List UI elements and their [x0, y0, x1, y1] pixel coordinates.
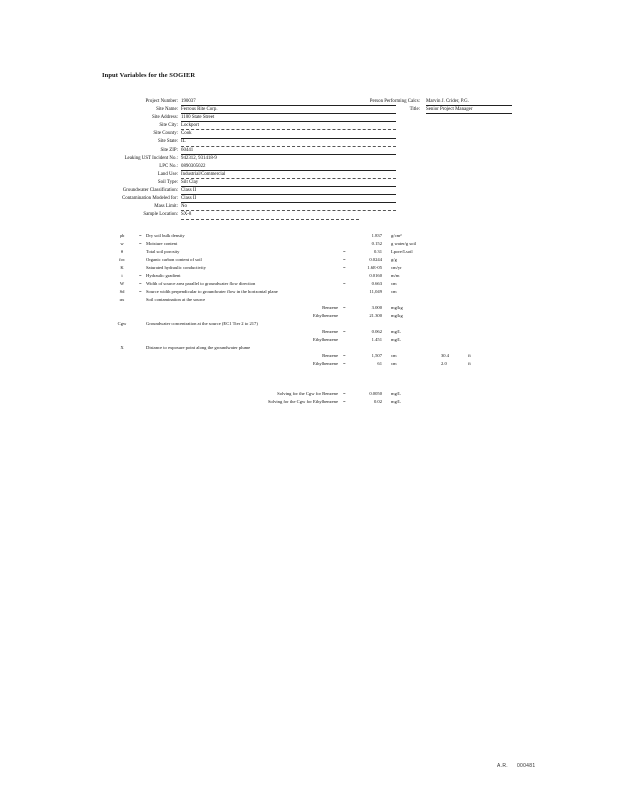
parameter-row	[0, 240, 618, 247]
parameter-alt-value: 30.4	[441, 353, 450, 358]
parameter-description: Distance to exposure point along the groundwater plume	[146, 345, 251, 350]
preparer-row	[340, 106, 520, 114]
parameter-description: Moisture content	[146, 241, 178, 246]
parameter-value: 0.0160	[369, 273, 382, 278]
parameter-row	[0, 390, 618, 397]
preparer-fields	[340, 98, 520, 114]
equals-sign: =	[343, 281, 346, 286]
parameter-description: Soil contamination at the source	[146, 297, 206, 302]
parameter-sublabel: Benzene	[322, 329, 338, 334]
footer-prefix: A.R.	[497, 763, 508, 769]
preparer-value: Marvin J. Crider, P.G.	[426, 99, 469, 104]
parameter-unit: g water/g soil	[391, 241, 417, 246]
equals-sign: =	[343, 265, 346, 270]
field-label: Site County:	[153, 131, 178, 137]
parameter-row	[0, 368, 618, 375]
equals-sign: =	[343, 329, 346, 334]
footer-page-number: 000481	[516, 763, 536, 769]
parameter-value: 0.0050	[369, 391, 382, 396]
parameter-unit: cm	[391, 361, 397, 366]
parameter-row	[0, 232, 618, 239]
parameter-symbol: K	[120, 265, 124, 270]
parameter-value: 3.000	[371, 305, 382, 310]
parameter-row	[0, 328, 618, 335]
equals-sign: =	[343, 399, 346, 404]
parameter-alt-unit: ft	[468, 353, 471, 358]
parameter-row	[0, 264, 618, 271]
parameter-row	[0, 398, 618, 405]
parameter-value: 61	[377, 361, 382, 366]
parameter-unit: cm/yr	[391, 265, 402, 270]
field-label: Site Address:	[152, 115, 178, 121]
parameter-sublabel: Benzene	[322, 353, 338, 358]
parameter-value: 11,049	[369, 289, 382, 294]
field-label: Site Name:	[156, 107, 178, 113]
parameter-value: 0.02	[373, 399, 382, 404]
field-value: Industrial/Commercial	[181, 171, 226, 177]
field-label: LPC No.:	[159, 163, 178, 169]
parameter-description: Groundwater concentration at the source (EC1 Tier 2 to 217)	[146, 321, 258, 326]
parameter-symbol: W	[119, 281, 125, 286]
parameter-row	[0, 320, 618, 327]
parameter-symbol: foc	[119, 257, 125, 262]
equals-sign: =	[343, 305, 346, 310]
parameter-symbol: θ	[120, 249, 124, 254]
parameter-symbol: αx	[119, 297, 125, 302]
parameter-unit: Lpore/Lsoil	[391, 249, 413, 254]
parameter-value: 1.837	[371, 233, 382, 238]
parameter-sublabel: Ethylbenzene	[313, 313, 338, 318]
field-label: Groundwater Classification:	[122, 188, 178, 194]
parameter-row	[0, 360, 618, 367]
parameter-description: Source width perpendicular to groundwater flow in the horizontal plane	[146, 289, 278, 294]
parameter-row	[0, 304, 618, 311]
parameter-symbol: i	[121, 273, 123, 278]
parameter-alt-value: 2.0	[441, 361, 447, 366]
preparer-row	[340, 98, 520, 106]
parameter-unit: g/cm³	[391, 233, 402, 238]
field-label: Soil Type:	[157, 179, 178, 185]
field-value: Silt Clay	[181, 179, 199, 185]
parameter-unit: mg/L	[391, 337, 401, 342]
field-value: Class II	[181, 188, 197, 194]
parameter-row	[0, 344, 618, 351]
field-underline	[181, 219, 359, 220]
parameter-value: 21.300	[369, 313, 382, 318]
parameter-symbol: w	[120, 241, 124, 246]
parameter-row	[0, 312, 618, 319]
parameter-bullet: =	[139, 289, 142, 294]
preparer-underline	[426, 113, 512, 114]
parameter-unit: cm	[391, 281, 397, 286]
field-label: Site ZIP:	[160, 147, 178, 153]
field-label: Land Use:	[157, 171, 178, 177]
parameter-unit: mg/L	[391, 329, 401, 334]
parameter-row	[0, 336, 618, 343]
parameter-sublabel: Benzene	[322, 305, 338, 310]
parameter-row	[0, 376, 618, 383]
parameter-unit: mg/kg	[391, 313, 403, 318]
field-value: 0890305022	[181, 163, 206, 169]
field-label: Leaking UST Incident No.:	[124, 155, 178, 161]
parameter-value: 0.0244	[369, 257, 382, 262]
parameter-unit: cm	[391, 353, 397, 358]
page-footer	[497, 763, 535, 769]
parameter-value: 1.6E-05	[367, 265, 382, 270]
parameter-unit: m/m	[391, 273, 400, 278]
parameter-alt-unit: ft	[468, 361, 471, 366]
field-value: 942312, 931418-9	[181, 155, 217, 161]
field-value: 1100 State Street	[181, 115, 215, 121]
parameter-row	[0, 272, 618, 279]
field-value: Ferrous Rite Corp.	[181, 107, 218, 113]
parameter-symbol: Cgw	[117, 321, 127, 326]
parameter-unit: mg/L	[391, 399, 401, 404]
equals-sign: =	[343, 257, 346, 262]
field-label: Mass Limit:	[154, 204, 178, 210]
parameter-sublabel: Solving for the Cgw for Ethylbenzene	[267, 399, 338, 404]
parameter-value: 1,507	[371, 353, 382, 358]
document-title: Input Variables for the SOGIER	[102, 72, 196, 79]
field-value: SX-8	[181, 212, 192, 218]
parameter-description: Dry soil bulk density	[146, 233, 185, 238]
field-label: Project Number:	[145, 99, 178, 104]
preparer-label: Title:	[409, 107, 420, 113]
parameter-value: 0.663	[371, 281, 382, 286]
preparer-label: Person Performing Calcs:	[369, 99, 420, 104]
equals-sign: =	[343, 353, 346, 358]
parameter-description: Organic carbon content of soil	[146, 257, 202, 262]
field-value: Class II	[181, 196, 197, 202]
parameter-symbol: Sd	[119, 289, 125, 294]
field-label: Contamination Modeled for:	[122, 196, 178, 202]
parameter-bullet: =	[139, 233, 142, 238]
parameter-bullet: =	[139, 281, 142, 286]
equals-sign: =	[343, 361, 346, 366]
parameter-unit: cm	[391, 289, 397, 294]
equals-sign: =	[343, 391, 346, 396]
preparer-value: Senior Project Manager	[426, 107, 473, 113]
parameter-bullet: =	[139, 273, 142, 278]
field-value: IL	[181, 139, 186, 145]
parameter-sublabel: Solving for the Cgw for Benzene	[277, 391, 338, 396]
parameter-value: 1.451	[371, 337, 382, 342]
parameter-symbol: X	[120, 345, 124, 350]
parameter-value: 0.062	[371, 329, 382, 334]
parameter-unit: g/g	[391, 257, 397, 262]
parameter-row	[0, 280, 618, 287]
parameter-value: 0.31	[373, 249, 382, 254]
field-value: 60441	[181, 147, 194, 153]
field-label: Site City:	[159, 123, 178, 129]
parameter-row	[0, 296, 618, 303]
parameter-description: Hydraulic gradient	[146, 273, 181, 278]
parameter-bullet: =	[139, 241, 142, 246]
field-label: Site State:	[158, 139, 178, 145]
field-label: Sample Location:	[143, 212, 178, 218]
field-value: Cook	[181, 131, 192, 137]
parameter-unit: mg/kg	[391, 305, 403, 310]
parameter-row	[0, 352, 618, 359]
parameter-row	[0, 256, 618, 263]
parameter-symbol: ρb	[119, 233, 125, 238]
equals-sign: =	[343, 249, 346, 254]
parameter-description: Total soil porosity	[146, 249, 180, 254]
parameter-value: 0.152	[371, 241, 382, 246]
field-value: Lockport	[181, 123, 199, 129]
parameter-row	[0, 248, 618, 255]
parameter-description: Width of source area parallel to groundwater flow direction	[146, 281, 256, 286]
parameter-unit: mg/L	[391, 391, 401, 396]
field-value: 190037	[181, 99, 196, 104]
parameter-sublabel: Ethylbenzene	[313, 361, 338, 366]
field-value: No	[181, 204, 187, 210]
parameter-row	[0, 288, 618, 295]
parameter-sublabel: Ethylbenzene	[313, 337, 338, 342]
parameter-description: Saturated hydraulic conductivity	[146, 265, 206, 270]
